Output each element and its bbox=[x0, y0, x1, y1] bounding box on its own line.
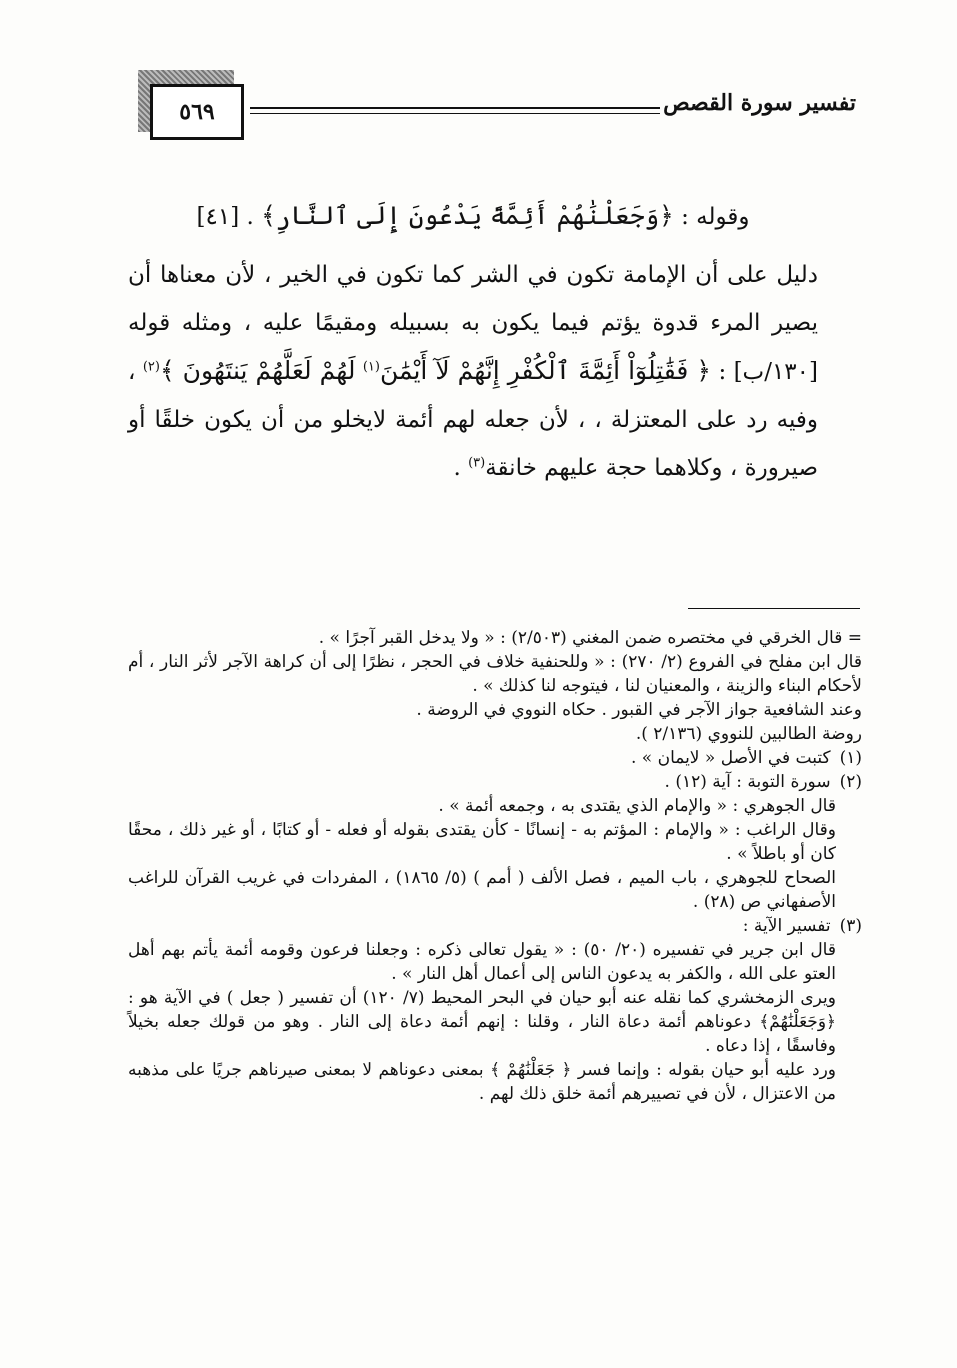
paragraph-2: ، وفيه رد على المعتزلة ، ، لأن جعله لهم أئمة لايخلو من أن يكون خلقًا أو صيرورة ، وكلاهما حجة عليهم خانقة bbox=[128, 359, 818, 481]
footnote-2-detail: وقال الراغب : « والإمام : المؤتم به - إنسانًا - كأن يقتدى بقوله أو فعله - أو كتابًا ، أو غير ذلك ، محقًا كان أو باطلاً » . bbox=[128, 820, 836, 864]
footnote-continuation: وعند الشافعية جواز الآجر في القبور . حكاه النووي في الروضة . bbox=[416, 700, 862, 720]
paragraph-end: . bbox=[453, 455, 461, 481]
footnote-mark-1: (١) bbox=[362, 359, 380, 375]
footnote-text: تفسير الآية : bbox=[742, 916, 831, 936]
footnote-number: (٣) bbox=[839, 916, 862, 936]
footnote-3 bbox=[128, 914, 862, 938]
footnote-1 bbox=[128, 746, 862, 770]
footnote-separator bbox=[688, 608, 860, 609]
header-rule-thin bbox=[250, 113, 660, 114]
footnote-text: سورة التوبة : آية (١٢) . bbox=[664, 772, 831, 792]
page-header bbox=[136, 70, 856, 150]
footnote-3-detail: قال ابن جرير في تفسيره (٢٠/ ٥٠) : « يقول تعالى ذكره : وجعلنا فرعون وقومه أئمة يأتم بهم أهل العتو على الله ، والكفر به يدعون الناس إلى أعمال أهل النار » . bbox=[128, 940, 836, 984]
main-text bbox=[128, 192, 818, 492]
footnote-text: كتبت في الأصل « لايمان » . bbox=[630, 748, 831, 768]
quran-verse: ﴿وَجَعَلْنَٰهُمْ أَئِمَّةً يَدْعُونَ إِلَى ٱلنَّارِ﴾ bbox=[261, 201, 674, 230]
quran-quote-end: لَهُمْ لَعَلَّهُمْ يَنتَهُونَ ﴾ bbox=[159, 356, 356, 385]
footnote-3-detail: ويرى الزمخشري كما نقله عنه أبو حيان في البحر المحيط (٧/ ١٢٠) أن تفسير ( جعل ) في الآية هو : ﴿وَجَعَلْنَٰهُمْ﴾ دعوناهم أئمة دعاة النار ، وقلنا : إنهم أئمة دعاة إلى النار . وهو من قولك جعله بخيلاً وفاسقًا ، إذا دعاه . bbox=[128, 988, 836, 1056]
footnote-number: (١) bbox=[839, 748, 862, 768]
page-number-box bbox=[150, 84, 244, 140]
running-title: تفسير سورة القصص bbox=[663, 90, 856, 116]
footnote-2-detail: قال الجوهري : « والإمام الذي يقتدى به ، وجمعه أئمة » . bbox=[438, 796, 836, 816]
footnote-continuation: روضة الطالبين للنووي (٢/١٣٦ ). bbox=[635, 724, 862, 744]
paragraph-1: دليل على أن الإمامة تكون في الشر كما تكون في الخير ، لأن معناها أن يصير المرء قدوة يؤتم فيما يكون به بسبيله ومقيمًا عليه ، ومثله قوله [١٣٠/ب] : bbox=[128, 262, 818, 385]
verse-intro: وقوله : bbox=[681, 204, 750, 230]
commentary-paragraph bbox=[128, 251, 818, 492]
verse-reference: . [٤١] bbox=[196, 204, 254, 230]
footnote-3-detail: ورد عليه أبو حيان بقوله : وإنما فسر ﴿ جَعَلْنَٰهُمْ ﴾ بمعنى دعوناهم لا بمعنى صيرناهم جريًا على مذهبه من الاعتزال ، لأن في تصييرهم أئمة خلق ذلك لهم . bbox=[128, 1060, 836, 1104]
quran-quote: ﴿ فَقَٰتِلُوٓاْ أَئِمَّةَ ٱلْكُفْرِ إِنَّهُمْ لَآ أَيْمَٰنَ bbox=[379, 356, 712, 385]
page-number: ٥٦٩ bbox=[179, 99, 215, 125]
footnote-mark-2: (٢) bbox=[142, 359, 160, 375]
footnotes bbox=[128, 626, 862, 1106]
footnote-2-detail: الصحاح للجوهري ، باب الميم ، فصل الألف ( أمم ) (٥/ ١٨٦٥) ، المفردات في غريب القرآن للراغب الأصفهاني ص (٢٨) . bbox=[128, 868, 836, 912]
footnote-2 bbox=[128, 770, 862, 794]
footnote-continuation: قال ابن مفلح في الفروع (٢/ ٢٧٠) : « وللحنفية خلاف في الحجر ، نظرًا إلى أن كراهة الآجر لأثر النار ، أم لأحكام البناء والزينة ، والمعنيان لنا ، فيتوجه لنا كذلك » . bbox=[128, 652, 862, 696]
header-rule-thick bbox=[250, 107, 660, 109]
verse-heading bbox=[128, 192, 818, 241]
footnote-mark-3: (٣) bbox=[468, 455, 486, 471]
footnote-continuation: = قال الخرقي في مختصره ضمن المغني (٢/٥٠٣) : « ولا يدخل القبر آجرًا » . bbox=[318, 628, 862, 648]
footnote-number: (٢) bbox=[839, 772, 862, 792]
